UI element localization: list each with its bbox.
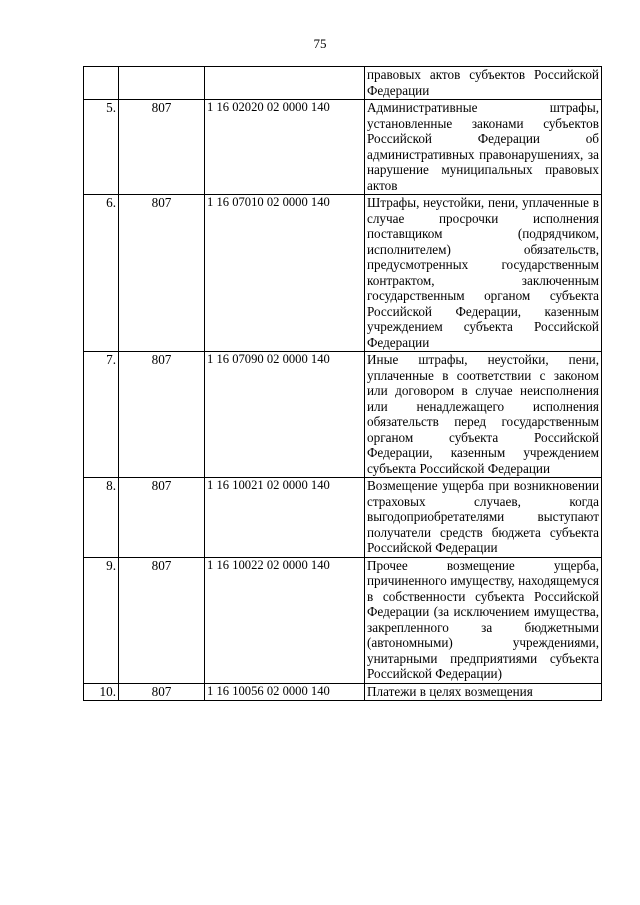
admin-code-cell: 807 (119, 352, 205, 478)
row-number-cell: 7. (84, 352, 119, 478)
table-row (84, 352, 602, 478)
description-cell: Иные штрафы, неустойки, пени, уплаченные в соответствии с законом или договором в случае неисполнения или ненадлежащего исполнения обязательств перед государственным органом субъекта Российской Федерации, казенным учреждением субъекта Российской Федерации (365, 352, 602, 478)
admin-code-cell: 807 (119, 100, 205, 195)
table-row (84, 557, 602, 683)
description-cell: Возмещение ущерба при возникновении страховых случаев, когда выгодоприобретателями выступают получатели средств бюджета субъекта Российской Федерации (365, 478, 602, 558)
admin-code-cell: 807 (119, 557, 205, 683)
description-cell: Прочее возмещение ущерба, причиненного имуществу, находящемуся в собственности субъекта Российской Федерации (за исключением имущества, закрепленного за бюджетными (автономными) учреждениями, унитарными предприятиями субъекта Российской Федерации) (365, 557, 602, 683)
table-row-continuation (84, 67, 602, 100)
row-number-cell: 9. (84, 557, 119, 683)
budget-code-cell: 1 16 10022 02 0000 140 (205, 557, 365, 683)
table-row (84, 195, 602, 352)
description-cell: Штрафы, неустойки, пени, уплаченные в случае просрочки исполнения поставщиком (подрядчиком, исполнителем) обязательств, предусмотренных государственным контрактом, заключенным государственным органом субъекта Российской Федерации, казенным учреждением субъекта Российской Федерации (365, 195, 602, 352)
admin-code-cell (119, 67, 205, 100)
admin-code-cell: 807 (119, 683, 205, 701)
budget-code-cell: 1 16 10056 02 0000 140 (205, 683, 365, 701)
row-number-cell: 5. (84, 100, 119, 195)
table-row (84, 478, 602, 558)
row-number-cell: 8. (84, 478, 119, 558)
row-number-cell (84, 67, 119, 100)
table-row (84, 683, 602, 701)
budget-code-cell: 1 16 02020 02 0000 140 (205, 100, 365, 195)
budget-code-cell (205, 67, 365, 100)
budget-code-cell: 1 16 07090 02 0000 140 (205, 352, 365, 478)
description-cell: Платежи в целях возмещения (365, 683, 602, 701)
row-number-cell: 10. (84, 683, 119, 701)
page-number: 75 (313, 36, 327, 51)
admin-code-cell: 807 (119, 195, 205, 352)
row-number-cell: 6. (84, 195, 119, 352)
budget-code-cell: 1 16 07010 02 0000 140 (205, 195, 365, 352)
revenue-codes-table (83, 66, 602, 701)
budget-code-cell: 1 16 10021 02 0000 140 (205, 478, 365, 558)
description-cell: Административные штрафы, установленные законами субъектов Российской Федерации об административных правонарушениях, за нарушение муниципальных правовых актов (365, 100, 602, 195)
admin-code-cell: 807 (119, 478, 205, 558)
table-row (84, 100, 602, 195)
description-cell: правовых актов субъектов Российской Федерации (365, 67, 602, 100)
